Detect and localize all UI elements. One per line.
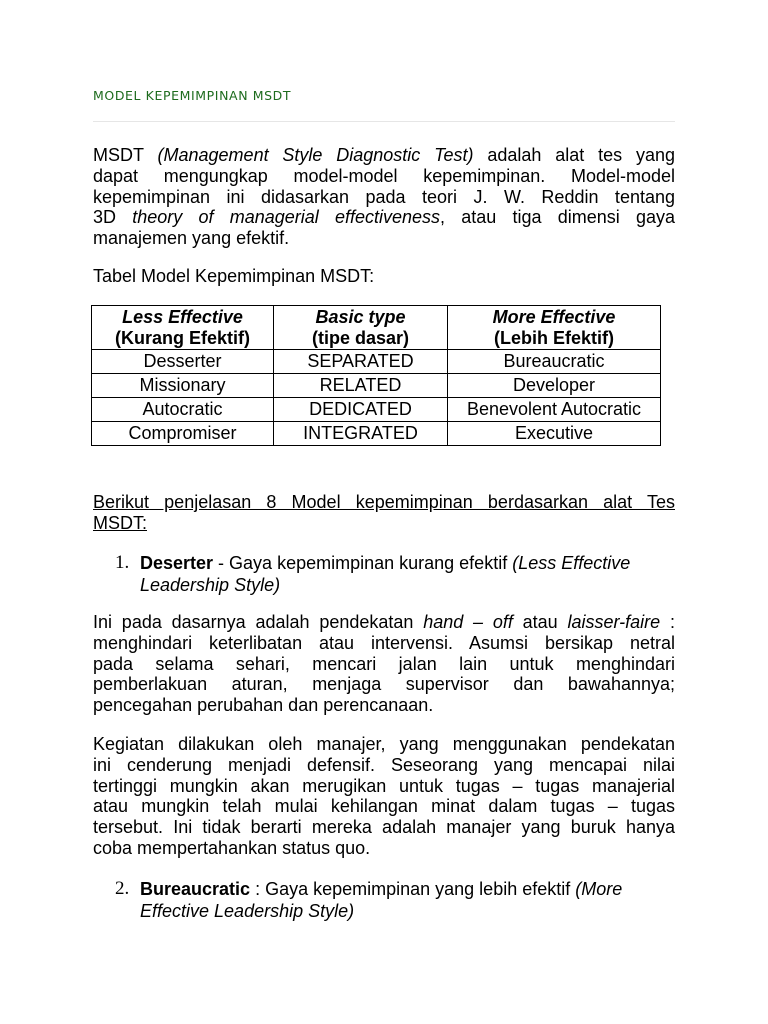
list-item-title: Bureaucratic [140,879,251,899]
table-row [92,398,661,422]
table-header-cell: More Effective (Lebih Efektif) [448,306,661,350]
msdt-table [91,305,661,446]
paragraph-deserter-2: Kegiatan dilakukan oleh manajer, yang menggunakan pendekatan ini cenderung menjadi defensif. Seseorang yang mencapai nilai tertinggi mungkin akan merugikan untuk tugas – tugas manajerial atau mungkin telah mulai kehilangan minat dalam tugas – tugas tersebut. Ini tidak berarti mereka adalah manajer yang buruk hanya coba mempertahankan status quo. [93,734,675,858]
table-cell: INTEGRATED [274,422,448,446]
table-cell: Autocratic [92,398,274,422]
header-divider [93,121,675,122]
table-cell: Bureaucratic [448,350,661,374]
table-row [92,350,661,374]
paragraph-deserter-1: Ini pada dasarnya adalah pendekatan hand – off atau laisser-faire : menghindari keterlibatan atau intervensi. Asumsi bersikap netral pada selama sehari, mencari jalan lain untuk menghindari pemberlakuan aturan, menjaga supervisor dan bawahannya; pencegahan perubahan dan perencanaan. [93,612,675,716]
table-cell: RELATED [274,374,448,398]
explanation-heading: Berikut penjelasan 8 Model kepemimpinan berdasarkan alat Tes MSDT: [93,492,675,533]
table-cell: Executive [448,422,661,446]
table-cell: SEPARATED [274,350,448,374]
list-item-title: Deserter [140,553,214,573]
table-cell: Desserter [92,350,274,374]
table-row [92,374,661,398]
table-header-row [92,306,661,350]
table-row [92,422,661,446]
list-number: 1. [115,552,130,573]
table-cell: DEDICATED [274,398,448,422]
table-cell: Missionary [92,374,274,398]
list-number: 2. [115,878,130,899]
page-header: MODEL KEPEMIMPINAN MSDT [93,88,292,103]
intro-paragraph: MSDT (Management Style Diagnostic Test) adalah alat tes yang dapat mengungkap model-model kepemimpinan. Model-model kepemimpinan ini didasarkan pada teori J. W. Reddin tentang 3D theory of managerial effectiveness, atau tiga dimensi gaya manajemen yang efektif. [93,145,675,249]
table-header-cell: Basic type (tipe dasar) [274,306,448,350]
list-item: 2. Bureaucratic : Gaya kepemimpinan yang lebih efektif (More Effective Leadership Style) [115,878,623,921]
table-header-cell: Less Effective (Kurang Efektif) [92,306,274,350]
table-cell: Benevolent Autocratic [448,398,661,422]
table-cell: Compromiser [92,422,274,446]
list-item: 1. Deserter - Gaya kepemimpinan kurang efektif (Less Effective Leadership Style) [115,552,631,595]
table-caption: Tabel Model Kepemimpinan MSDT: [93,266,375,286]
table-cell: Developer [448,374,661,398]
